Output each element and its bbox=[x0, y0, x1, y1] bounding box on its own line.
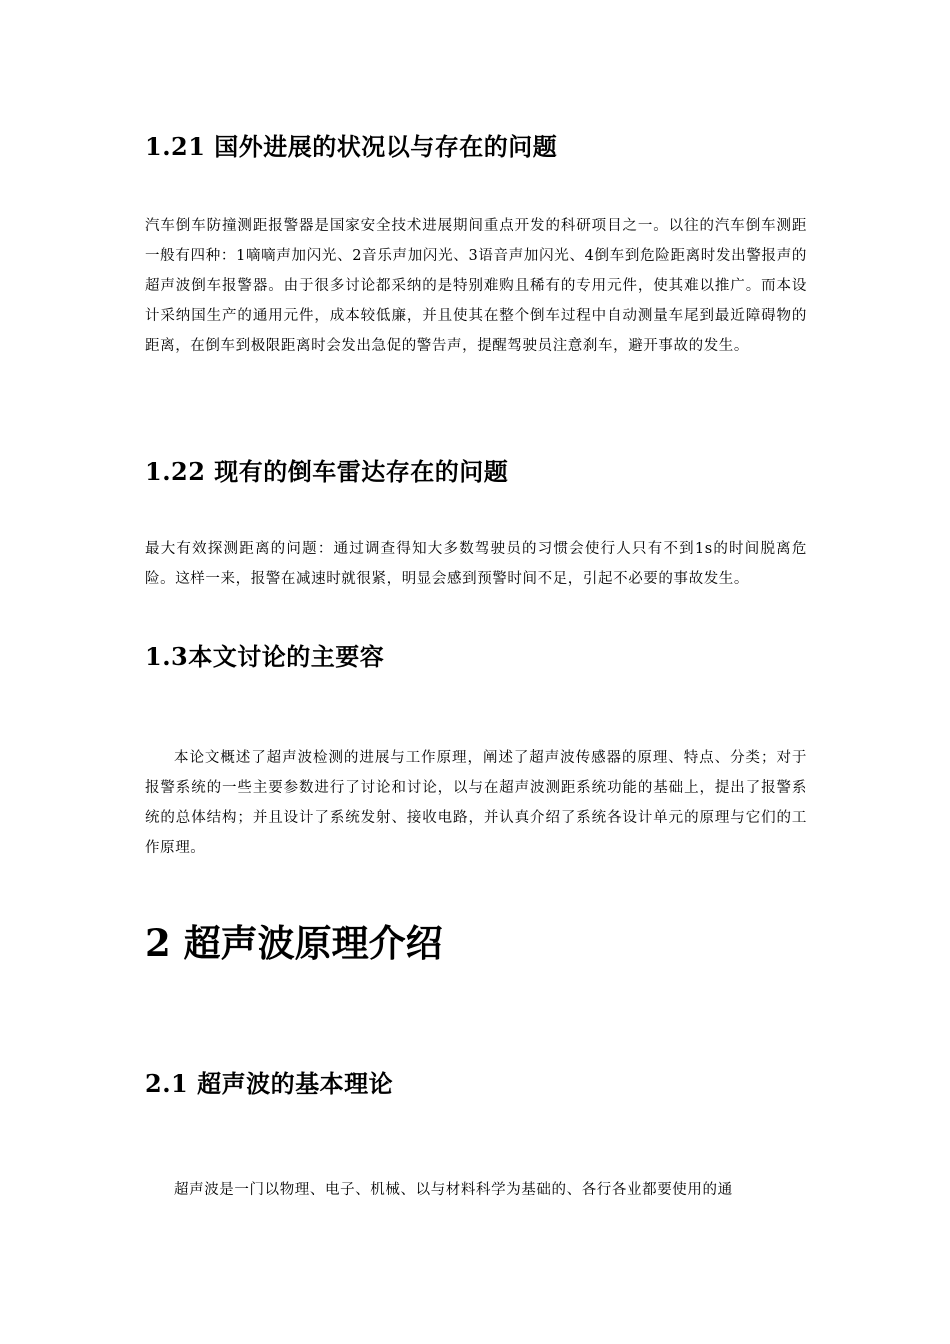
section-heading-2-1: 2.1 超声波的基本理论 bbox=[145, 1069, 394, 1098]
section-heading-1-22: 1.22 现有的倒车雷达存在的问题 bbox=[145, 457, 509, 486]
section-1-21-paragraph: 汽车倒车防撞测距报警器是国家安全技术进展期间重点开发的科研项目之一。以往的汽车倒车测距一般有四种：1嘀嘀声加闪光、2音乐声加闪光、3语音声加闪光、4倒车到危险距离时发出警报声的超声波倒车报警器。由于很多讨论都采纳的是特别难购且稀有的专用元件，使其难以推广。而本设计采纳国生产的通用元件，成本较低廉，并且使其在整个倒车过程中自动测量车尾到最近障碍物的距离，在倒车到极限距离时会发出急促的警告声，提醒驾驶员注意刹车，避开事故的发生。 bbox=[145, 218, 807, 354]
section-heading-1-21: 1.21 国外进展的状况以与存在的问题 bbox=[145, 132, 558, 161]
section-1-22-paragraph: 最大有效探测距离的问题：通过调查得知大多数驾驶员的习惯会使行人只有不到1s的时间脱离危险。这样一来，报警在减速时就很紧，明显会感到预警时间不足，引起不必要的事故发生。 bbox=[145, 541, 807, 587]
section-1-3-paragraph: 本论文概述了超声波检测的进展与工作原理，阐述了超声波传感器的原理、特点、分类；对于报警系统的一些主要参数进行了讨论和讨论，以与在超声波测距系统功能的基础上，提出了报警系统的总体结构；并且设计了系统发射、接收电路，并认真介绍了系统各设计单元的原理与它们的工作原理。 bbox=[145, 750, 807, 856]
chapter-heading-2: 2 超声波原理介绍 bbox=[145, 921, 443, 965]
section-2-1-paragraph: 超声波是一门以物理、电子、机械、以与材料科学为基础的、各行各业都要使用的通 bbox=[174, 1182, 733, 1198]
section-heading-1-3: 1.3本文讨论的主要容 bbox=[145, 642, 385, 671]
